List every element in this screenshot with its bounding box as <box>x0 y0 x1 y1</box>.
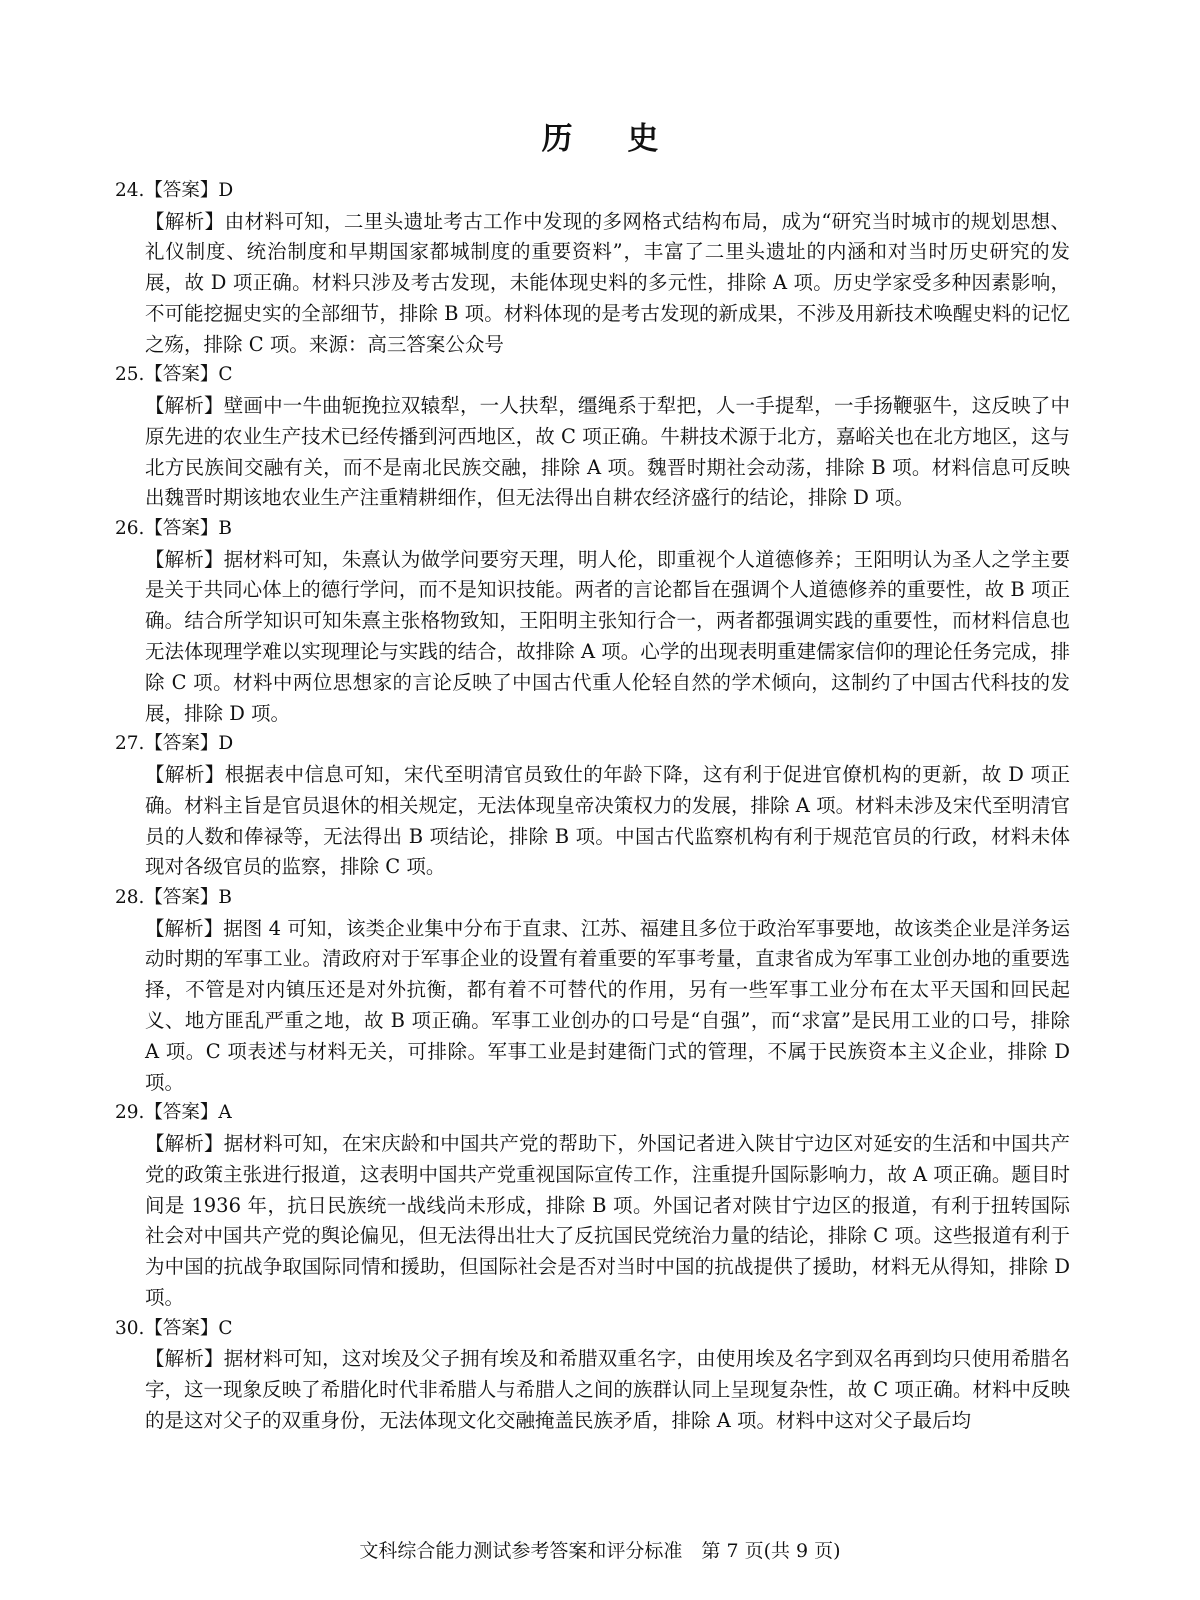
answer-item-25 <box>115 360 1070 514</box>
answer-list <box>115 176 1070 1437</box>
answer-label: 28.【答案】B <box>115 887 233 909</box>
explanation-text: 【解析】根据表中信息可知，宋代至明清官员致仕的年龄下降，这有利于促进官僚机构的更新，故 D 项正确。材料主旨是官员退休的相关规定，无法体现皇帝决策权力的发展，排除 A 项。材料未涉及宋代至明清官员的人数和俸禄等，无法得出 B 项结论，排除 B 项。中国古代监察机构有利于规范官员的行政，材料未体现对各级官员的监察，排除 C 项。 <box>145 762 1070 879</box>
answer-label: 26.【答案】B <box>115 518 233 540</box>
explanation-text: 【解析】据材料可知，朱熹认为做学问要穷天理，明人伦，即重视个人道德修养；王阳明认为圣人之学主要是关于共同心体上的德行学问，而不是知识技能。两者的言论都旨在强调个人道德修养的重要性，故 B 项正确。结合所学知识可知朱熹主张格物致知，王阳明主张知行合一，两者都强调实践的重要性，而材料信息也无法体现理学难以实现理论与实践的结合，故排除 A 项。心学的出现表明重建儒家信仰的理论任务完成，排除 C 项。材料中两位思想家的言论反映了中国古代重人伦轻自然的学术倾向，这制约了中国古代科技的发展，排除 D 项。 <box>145 547 1070 725</box>
answer-label: 24.【答案】D <box>115 180 234 201</box>
answer-label: 29.【答案】A <box>115 1102 232 1124</box>
answer-item-28 <box>115 883 1070 1098</box>
answer-label: 27.【答案】D <box>115 733 234 755</box>
explanation-text: 【解析】壁画中一牛曲轭挽拉双辕犁，一人扶犁，缰绳系于犁把，人一手提犁，一手扬鞭驱牛，这反映了中原先进的农业生产技术已经传播到河西地区，故 C 项正确。牛耕技术源于北方，嘉峪关也在北方地区，这与北方民族间交融有关，而不是南北民族交融，排除 A 项。魏晋时期社会动荡，排除 B 项。材料信息可反映出魏晋时期该地农业生产注重精耕细作，但无法得出自耕农经济盛行的结论，排除 D 项。 <box>145 393 1070 510</box>
answer-item-29 <box>115 1098 1070 1313</box>
explanation-text: 【解析】据材料可知，这对埃及父子拥有埃及和希腊双重名字，由使用埃及名字到双名再到均只使用希腊名字，这一现象反映了希腊化时代非希腊人与希腊人之间的族群认同上呈现复杂性，故 C 项正确。材料中反映的是这对父子的双重身份，无法体现文化交融掩盖民族矛盾，排除 A 项。材料中这对父子最后均 <box>145 1347 1070 1432</box>
answer-item-24 <box>115 176 1070 360</box>
answer-label: 25.【答案】C <box>115 364 233 386</box>
answer-label: 30.【答案】C <box>115 1317 233 1339</box>
explanation-text: 【解析】由材料可知，二里头遗址考古工作中发现的多网格式结构布局，成为“研究当时城市的规划思想、礼仪制度、统治制度和早期国家都城制度的重要资料”，丰富了二里头遗址的内涵和对当时历史研究的发展，故 D 项正确。材料只涉及考古发现，未能体现史料的多元性，排除 A 项。历史学家受多种因素影响，不可能挖掘史实的全部细节，排除 B 项。材料体现的是考古发现的新成果，不涉及用新技术唤醒史料的记忆之殇，排除 C 项。来源：高三答案公众号 <box>145 209 1070 356</box>
answer-item-30 <box>115 1314 1070 1437</box>
explanation-text: 【解析】据材料可知，在宋庆龄和中国共产党的帮助下，外国记者进入陕甘宁边区对延安的生活和中国共产党的政策主张进行报道，这表明中国共产党重视国际宣传工作，注重提升国际影响力，故 A 项正确。题目时间是 1936 年，抗日民族统一战线尚未形成，排除 B 项。外国记者对陕甘宁边区的报道，有利于扭转国际社会对中国共产党的舆论偏见，但无法得出壮大了反抗国民党统治力量的结论，排除 C 项。这些报道有利于为中国的抗战争取国际同情和援助，但国际社会是否对当时中国的抗战提供了援助，材料无从得知，排除 D 项。 <box>145 1131 1070 1309</box>
explanation-text: 【解析】据图 4 可知，该类企业集中分布于直隶、江苏、福建且多位于政治军事要地，故该类企业是洋务运动时期的军事工业。清政府对于军事企业的设置有着重要的军事考量，直隶省成为军事工业创办地的重要选择，不管是对内镇压还是对外抗衡，都有着不可替代的作用，另有一些军事工业分布在太平天国和回民起义、地方匪乱严重之地，故 B 项正确。军事工业创办的口号是“自强”，而“求富”是民用工业的口号，排除 A 项。C 项表述与材料无关，可排除。军事工业是封建衙门式的管理，不属于民族资本主义企业，排除 D 项。 <box>145 916 1070 1094</box>
answer-item-26 <box>115 514 1070 729</box>
answer-item-27 <box>115 729 1070 883</box>
page-title: 历 史 <box>541 121 681 157</box>
page-footer: 文科综合能力测试参考答案和评分标准 第 7 页(共 9 页) <box>359 1540 841 1562</box>
